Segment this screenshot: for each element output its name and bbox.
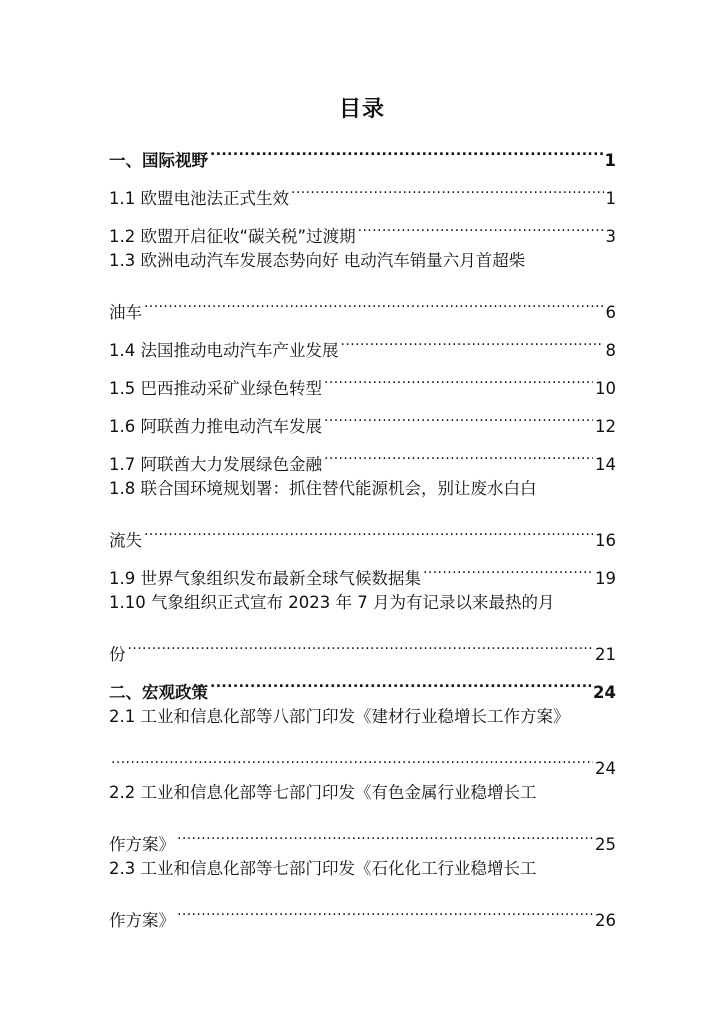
toc-page-number: 25 bbox=[595, 835, 616, 854]
toc-leader-dots bbox=[291, 166, 604, 204]
toc-leader-dots bbox=[324, 394, 593, 432]
toc-entry-label-cont: 作方案》 bbox=[109, 911, 175, 930]
toc-entry-first-line[interactable] bbox=[109, 774, 616, 812]
toc-page-number: 19 bbox=[595, 569, 616, 588]
toc-page-number: 10 bbox=[595, 379, 616, 398]
toc-page-number: 8 bbox=[605, 341, 616, 360]
toc-page-number: 21 bbox=[595, 645, 616, 664]
toc-entry-label: 1.4 法国推动电动汽车产业发展 bbox=[109, 341, 339, 360]
toc-leader-dots bbox=[177, 812, 593, 850]
toc-entry-label: 1.7 阿联酋大力发展绿色金融 bbox=[109, 455, 322, 474]
toc-entry-label: 二、宏观政策 bbox=[109, 683, 208, 702]
toc-title: 目录 bbox=[338, 97, 385, 122]
toc-leader-dots bbox=[128, 622, 594, 660]
toc-page-number: 1 bbox=[605, 189, 616, 208]
toc-entry-label: 1.3 欧洲电动汽车发展态势向好 电动汽车销量六月首超柴 bbox=[109, 251, 526, 270]
toc-entry[interactable] bbox=[109, 546, 616, 588]
toc-page-number: 12 bbox=[595, 417, 616, 436]
toc-entry-label: 1.9 世界气象组织发布最新全球气候数据集 bbox=[109, 569, 421, 588]
toc-leader-dots bbox=[177, 888, 593, 926]
toc-page-number: 14 bbox=[595, 455, 616, 474]
toc-leader-dots bbox=[324, 356, 593, 394]
toc-leader-dots bbox=[358, 204, 604, 242]
toc-entry-continuation[interactable] bbox=[109, 280, 616, 322]
toc-entry-label: 2.2 工业和信息化部等七部门印发《有色金属行业稳增长工 bbox=[109, 783, 537, 802]
toc-entry-label-cont: 油车 bbox=[109, 303, 142, 322]
toc-entry[interactable] bbox=[109, 318, 616, 360]
toc-entry-label: 2.1 工业和信息化部等八部门印发《建材行业稳增长工作方案》 bbox=[109, 707, 570, 726]
toc-page-number: 6 bbox=[605, 303, 616, 322]
toc-page-number: 1 bbox=[604, 151, 616, 170]
toc-page-number: 16 bbox=[595, 531, 616, 550]
toc-entry-first-line[interactable] bbox=[109, 584, 616, 622]
toc-entry-label: 1.2 欧盟开启征收“碳关税”过渡期 bbox=[109, 227, 356, 246]
toc-leader-dots bbox=[144, 280, 604, 318]
toc-entry-first-line[interactable] bbox=[109, 470, 616, 508]
toc-section-entry[interactable] bbox=[109, 128, 616, 170]
toc-leader-dots bbox=[111, 736, 593, 774]
toc-page-number: 24 bbox=[593, 683, 616, 702]
toc-entry-label: 一、国际视野 bbox=[109, 151, 208, 170]
toc-leader-dots bbox=[210, 128, 603, 166]
toc-entry-label: 1.6 阿联酋力推电动汽车发展 bbox=[109, 417, 322, 436]
toc-leader-dots bbox=[324, 432, 593, 470]
toc-page-number: 3 bbox=[605, 227, 616, 246]
toc-leader-dots bbox=[341, 318, 604, 356]
toc-entry-label-cont: 作方案》 bbox=[109, 835, 175, 854]
toc-leader-dots bbox=[144, 508, 593, 546]
toc-entry-label: 2.3 工业和信息化部等七部门印发《石化化工行业稳增长工 bbox=[109, 859, 537, 878]
toc-page-number: 24 bbox=[595, 759, 616, 778]
toc-entry-first-line[interactable] bbox=[109, 698, 616, 736]
toc-entry-label-cont: 流失 bbox=[109, 531, 142, 550]
toc-section-entry[interactable] bbox=[109, 660, 616, 702]
toc-entry-first-line[interactable] bbox=[109, 242, 616, 280]
toc-entry-continuation[interactable] bbox=[109, 812, 616, 854]
toc-entry-label-cont: 份 bbox=[109, 645, 126, 664]
toc-entry-continuation[interactable] bbox=[109, 736, 616, 778]
toc-entry-first-line[interactable] bbox=[109, 850, 616, 888]
toc-entry-label: 1.5 巴西推动采矿业绿色转型 bbox=[109, 379, 322, 398]
toc-leader-dots bbox=[423, 546, 593, 584]
toc-entry-continuation[interactable] bbox=[109, 622, 616, 664]
toc-entry-continuation[interactable] bbox=[109, 508, 616, 550]
toc-entry-label: 1.10 气象组织正式宣布 2023 年 7 月为有记录以来最热的月 bbox=[109, 593, 555, 612]
toc-entry-continuation[interactable] bbox=[109, 888, 616, 930]
toc-leader-dots bbox=[210, 660, 591, 698]
toc-entry-label: 1.8 联合国环境规划署：抓住替代能源机会，别让废水白白 bbox=[109, 479, 537, 498]
toc-entry-label: 1.1 欧盟电池法正式生效 bbox=[109, 189, 289, 208]
toc-page-number: 26 bbox=[595, 911, 616, 930]
table-of-contents bbox=[109, 128, 616, 930]
